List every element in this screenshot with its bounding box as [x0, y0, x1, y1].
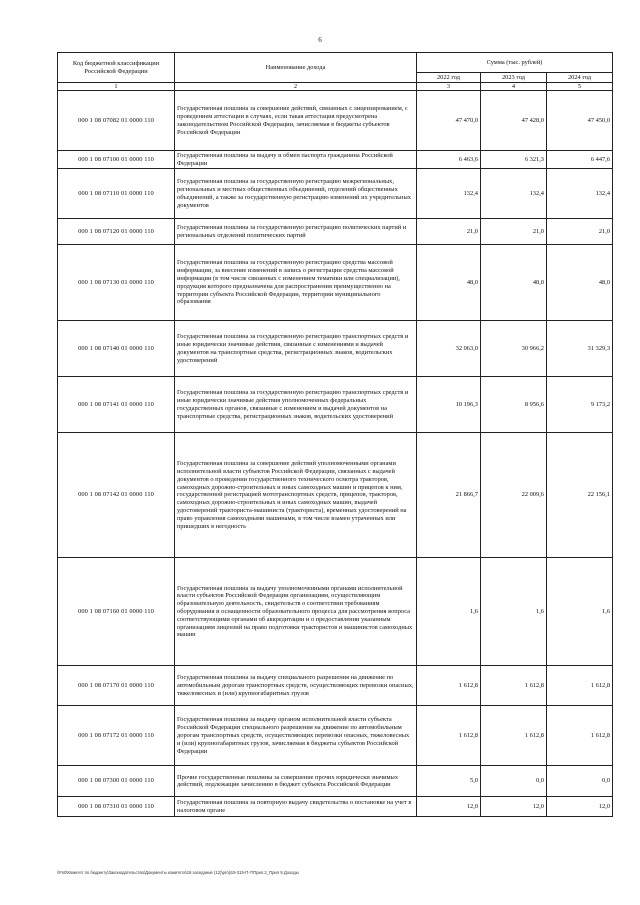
amount-2024-cell: 48,0: [547, 245, 613, 321]
amount-2023-cell: 30 966,2: [481, 321, 547, 377]
amount-2024-cell: 1,6: [547, 558, 613, 666]
amount-2023-cell: 47 428,0: [481, 91, 547, 151]
table-row: [58, 766, 613, 797]
column-number: 3: [417, 83, 481, 91]
amount-2022-cell: 5,0: [417, 766, 481, 797]
budget-code-cell: 000 1 08 07300 01 0000 110: [58, 766, 175, 797]
revenue-name-cell: Государственная пошлина за государственную регистрацию политических партий и региональных отделений политических партий: [175, 219, 417, 245]
amount-2024-cell: 9 173,2: [547, 377, 613, 433]
budget-code-cell: 000 1 08 07100 01 0000 110: [58, 151, 175, 169]
amount-2024-cell: 0,0: [547, 766, 613, 797]
amount-2022-cell: 1 612,8: [417, 706, 481, 766]
revenue-name-cell: Прочие государственные пошлины за совершение прочих юридически значимых действий, подлежащие зачислению в бюджет субъекта Российской Федерации: [175, 766, 417, 797]
amount-2024-cell: 1 612,8: [547, 666, 613, 706]
amount-2023-cell: 21,0: [481, 219, 547, 245]
revenue-name-cell: Государственная пошлина за государственную регистрацию средства массовой информации, за внесение изменений в запись о регистрации средства массовой информации (в том числе связанных с изменением тематики или специализации), продукция которого предназначена для распространения преимущественно на территории субъекта Российской Федерации, территории муниципального образования: [175, 245, 417, 321]
budget-code-cell: 000 1 08 07142 01 0000 110: [58, 433, 175, 558]
amount-2022-cell: 6 463,6: [417, 151, 481, 169]
header-sum: Сумма (тыс. рублей): [417, 53, 613, 73]
table-row: [58, 433, 613, 558]
header-code: Код бюджетной классификации Российской Федерации: [58, 53, 175, 83]
table-row: [58, 219, 613, 245]
amount-2023-cell: 0,0: [481, 766, 547, 797]
table-row: [58, 169, 613, 219]
table-row: [58, 321, 613, 377]
revenue-name-cell: Государственная пошлина за выдачу уполномоченными органами исполнительной власти субъектов Российской Федерации организациям, осуществляющим образовательную деятельность, свидетельств о соответствии требованиям оборудования и оснащенности образовательного процесса для рассмотрения вопроса соответствующими органами об аккредитации и о предоставлении указанным организациям лицензий на право подготовки трактористов и машинистов самоходных машин: [175, 558, 417, 666]
amount-2024-cell: 6 447,6: [547, 151, 613, 169]
revenue-name-cell: Государственная пошлина за повторную выдачу свидетельства о постановке на учет в налоговом органе: [175, 797, 417, 817]
revenue-name-cell: Государственная пошлина за выдачу органом исполнительной власти субъекта Российской Федерации специального разрешения на движение по автомобильным дорогам транспортных средств, осуществляющих перевозки опасных, тяжеловесных и (или) крупногабаритных грузов, зачисляемая в бюджеты субъектов Российской Федерации: [175, 706, 417, 766]
amount-2023-cell: 1 612,8: [481, 706, 547, 766]
amount-2022-cell: 47 470,0: [417, 91, 481, 151]
amount-2023-cell: 8 956,6: [481, 377, 547, 433]
revenue-name-cell: Государственная пошлина за выдачу специального разрешения на движение по автомобильным дорогам транспортных средств, осуществляющих перевозки опасных, тяжеловесных и (или) крупногабаритных грузов: [175, 666, 417, 706]
column-number: 1: [58, 83, 175, 91]
amount-2023-cell: 6 321,3: [481, 151, 547, 169]
amount-2024-cell: 31 329,3: [547, 321, 613, 377]
budget-code-cell: 000 1 08 07140 01 0000 110: [58, 321, 175, 377]
revenue-name-cell: Государственная пошлина за выдачу и обмен паспорта гражданина Российской Федерации: [175, 151, 417, 169]
amount-2023-cell: 132,4: [481, 169, 547, 219]
amount-2024-cell: 12,0: [547, 797, 613, 817]
revenue-name-cell: Государственная пошлина за государственную регистрацию транспортных средств и иные юридически значимые действия, связанные с изменениями и выдачей документов на транспортные средства, регистрационных знаков, водительских удостоверений: [175, 321, 417, 377]
column-number: 4: [481, 83, 547, 91]
amount-2022-cell: 1,6: [417, 558, 481, 666]
header-year: 2024 год: [547, 73, 613, 83]
table-row: [58, 245, 613, 321]
amount-2023-cell: 12,0: [481, 797, 547, 817]
budget-code-cell: 000 1 08 07120 01 0000 110: [58, 219, 175, 245]
amount-2024-cell: 1 612,8: [547, 706, 613, 766]
budget-code-cell: 000 1 08 07110 01 0000 110: [58, 169, 175, 219]
amount-2022-cell: 48,0: [417, 245, 481, 321]
amount-2022-cell: 32 063,0: [417, 321, 481, 377]
revenue-table: [57, 52, 613, 817]
table-row: [58, 666, 613, 706]
amount-2023-cell: 1 612,8: [481, 666, 547, 706]
budget-code-cell: 000 1 08 07310 01 0000 110: [58, 797, 175, 817]
column-number: 2: [175, 83, 417, 91]
table-row: [58, 151, 613, 169]
header-name: Наименование дохода: [175, 53, 417, 83]
amount-2022-cell: 132,4: [417, 169, 481, 219]
amount-2022-cell: 10 196,3: [417, 377, 481, 433]
amount-2022-cell: 12,0: [417, 797, 481, 817]
budget-code-cell: 000 1 08 07172 01 0000 110: [58, 706, 175, 766]
footer-file-path: \\Fs0\Комитет по бюджету\Законодательство\Документы комитета\19 заседание (12)\proj\19-315-П-7\Прил.2_Прил 5 Доходы: [57, 870, 299, 875]
amount-2024-cell: 132,4: [547, 169, 613, 219]
table-row: [58, 558, 613, 666]
budget-code-cell: 000 1 08 07170 01 0000 110: [58, 666, 175, 706]
table-row: [58, 377, 613, 433]
amount-2024-cell: 22 156,1: [547, 433, 613, 558]
amount-2022-cell: 21,0: [417, 219, 481, 245]
table-row: [58, 706, 613, 766]
amount-2023-cell: 48,0: [481, 245, 547, 321]
amount-2023-cell: 1,6: [481, 558, 547, 666]
amount-2024-cell: 21,0: [547, 219, 613, 245]
budget-code-cell: 000 1 08 07141 01 0000 110: [58, 377, 175, 433]
amount-2022-cell: 1 612,8: [417, 666, 481, 706]
revenue-name-cell: Государственная пошлина за государственную регистрацию межрегиональных, региональных и местных общественных объединений, отделений общественных объединений, а также за государственную регистрацию изменений их учредительных документов: [175, 169, 417, 219]
header-year: 2022 год: [417, 73, 481, 83]
revenue-name-cell: Государственная пошлина за совершение действий уполномоченными органами исполнительной власти субъектов Российской Федерации, связанных с выдачей документов о проведении государственного технического осмотра тракторов, самоходных дорожно-строительных и иных самоходных машин и прицепов к ним, государственной регистрацией мототранспортных средств, прицепов, тракторов, самоходных дорожно-строительных и иных самоходных машин, выдачей удостоверений тракториста-машиниста (тракториста), временных удостоверений на право управления самоходными машинами, в том числе взамен утраченных или пришедших в негодность: [175, 433, 417, 558]
table-row: [58, 91, 613, 151]
revenue-name-cell: Государственная пошлина за государственную регистрацию транспортных средств и иные юридически значимые действия уполномоченных федеральных государственных органов, связанные с изменением и выдачей документов на транспортные средства, регистрационных знаков, водительских удостоверений: [175, 377, 417, 433]
amount-2023-cell: 22 009,6: [481, 433, 547, 558]
revenue-name-cell: Государственная пошлина за совершение действий, связанных с лицензированием, с проведением аттестации в случаях, если такая аттестация предусмотрена законодательством Российской Федерации, зачисляемая в бюджеты субъектов Российской Федерации: [175, 91, 417, 151]
budget-code-cell: 000 1 08 07130 01 0000 110: [58, 245, 175, 321]
column-number: 5: [547, 83, 613, 91]
page-number: 6: [318, 36, 322, 44]
amount-2024-cell: 47 450,0: [547, 91, 613, 151]
budget-code-cell: 000 1 08 07082 01 0000 110: [58, 91, 175, 151]
budget-code-cell: 000 1 08 07160 01 0000 110: [58, 558, 175, 666]
header-year: 2023 год: [481, 73, 547, 83]
table-row: [58, 797, 613, 817]
amount-2022-cell: 21 866,7: [417, 433, 481, 558]
